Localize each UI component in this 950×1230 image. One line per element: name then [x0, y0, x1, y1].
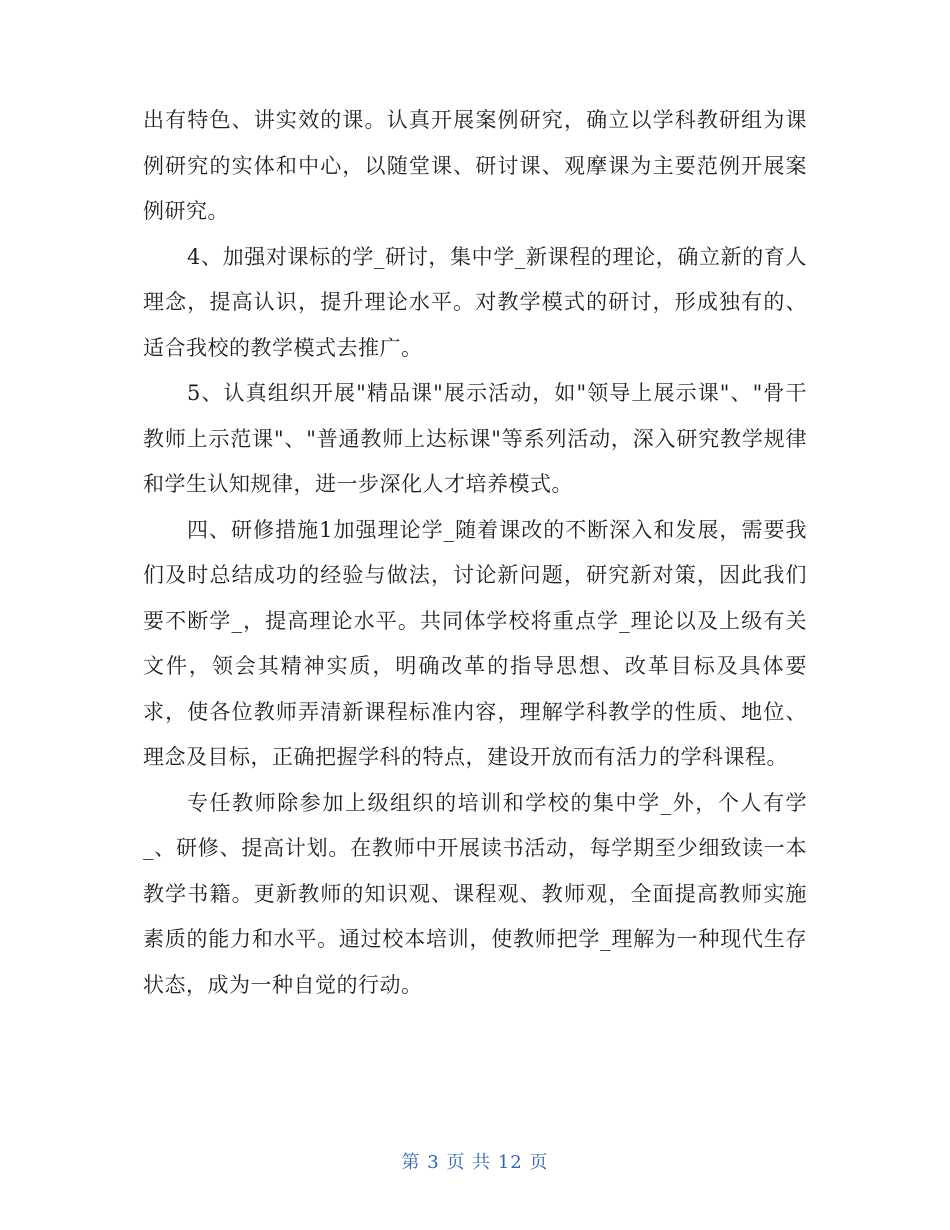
- paragraph-item-4: 4、加强对课标的学_研讨，集中学_新课程的理论，确立新的育人理念，提高认识，提升理论水平。对教学模式的研讨，形成独有的、适合我校的教学模式去推广。: [143, 244, 807, 360]
- page-number-footer: 第 3 页 共 12 页: [401, 1152, 549, 1173]
- paragraph-continuation: 出有特色、讲实效的课。认真开展案例研究，确立以学科教研组为课例研究的实体和中心，以随堂课、研讨课、观摩课为主要范例开展案例研究。: [143, 108, 807, 223]
- paragraph-item-5: 5、认真组织开展"精品课"展示活动，如"领导上展示课"、"骨干教师上示范课"、"普通教师上达标课"等系列活动，深入研究教学规律和学生认知规律，进一步深化人才培养模式。: [143, 381, 807, 496]
- paragraph-section-4-measures: 四、研修措施1加强理论学_随着课改的不断深入和发展，需要我们及时总结成功的经验与做法，讨论新问题，研究新对策，因此我们要不断学_，提高理论水平。共同体学校将重点学_理论以及上级有关文件，领会其精神实质，明确改革的指导思想、改革目标及具体要求，使各位教师弄清新课程标准内容，理解学科教学的性质、地位、理念及目标，正确把握学科的特点，建设开放而有活力的学科课程。: [143, 517, 807, 769]
- paragraph-teacher-plan: 专任教师除参加上级组织的培训和学校的集中学_外，个人有学_、研修、提高计划。在教师中开展读书活动，每学期至少细致读一本教学书籍。更新教师的知识观、课程观、教师观，全面提高教师实施素质的能力和水平。通过校本培训，使教师把学_理解为一种现代生存状态，成为一种自觉的行动。: [143, 790, 807, 997]
- document-body: [143, 98, 807, 1008]
